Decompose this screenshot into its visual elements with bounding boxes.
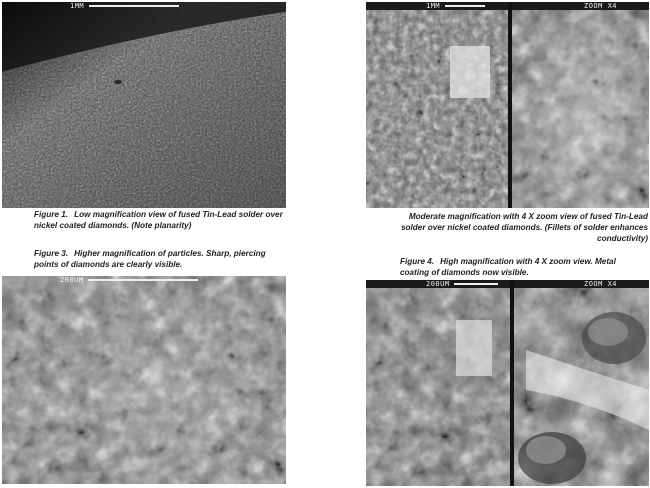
figure-3-caption bbox=[34, 248, 284, 270]
zoom-region-marker bbox=[450, 46, 490, 98]
caption-text: Low magnification view of fused Tin-Lead solder over nickel coated diamonds. (Note planarity) bbox=[34, 210, 283, 230]
caption-text: Moderate magnification with 4 X zoom view of fused Tin-Lead solder over nickel coated diamonds. (Fillets of solder enhances conductivity) bbox=[400, 212, 648, 243]
figure-1-caption bbox=[34, 209, 292, 231]
sem-texture bbox=[2, 2, 286, 208]
figure-label: Figure 4. bbox=[400, 257, 435, 266]
scale-label: 200UM bbox=[426, 280, 450, 288]
scale-label: 200UM bbox=[60, 276, 84, 284]
split-divider bbox=[510, 280, 514, 486]
scale-label: 1MM bbox=[426, 2, 441, 10]
sem-texture bbox=[2, 276, 286, 484]
scale-line bbox=[88, 279, 198, 281]
figure-label: Figure 1. bbox=[34, 210, 69, 219]
scale-label: 1MM bbox=[70, 2, 85, 10]
figure-3-micrograph bbox=[2, 276, 286, 484]
figure-4-caption bbox=[400, 256, 640, 278]
split-divider bbox=[508, 2, 512, 208]
figure-1-micrograph bbox=[2, 2, 286, 208]
scale-line bbox=[445, 5, 485, 7]
figure-label: Figure 3. bbox=[34, 249, 69, 258]
figure-2-micrograph bbox=[366, 2, 649, 208]
zoom-label: ZOOM X4 bbox=[584, 280, 618, 288]
sem-texture bbox=[366, 280, 649, 486]
scale-line bbox=[89, 5, 179, 7]
scale-bar bbox=[426, 3, 485, 10]
caption-text: Higher magnification of particles. Sharp, piercing points of diamonds are clearly visible. bbox=[34, 249, 266, 269]
scale-line bbox=[454, 283, 498, 285]
zoom-label: ZOOM X4 bbox=[584, 2, 618, 10]
scale-bar bbox=[426, 281, 498, 288]
zoom-region-marker bbox=[456, 320, 492, 376]
scale-bar bbox=[60, 277, 198, 284]
figure-4-micrograph bbox=[366, 280, 649, 486]
caption-text: High magnification with 4 X zoom view. Metal coating of diamonds now visible. bbox=[400, 257, 616, 277]
figure-2-caption bbox=[398, 211, 648, 244]
scale-bar bbox=[70, 3, 179, 10]
